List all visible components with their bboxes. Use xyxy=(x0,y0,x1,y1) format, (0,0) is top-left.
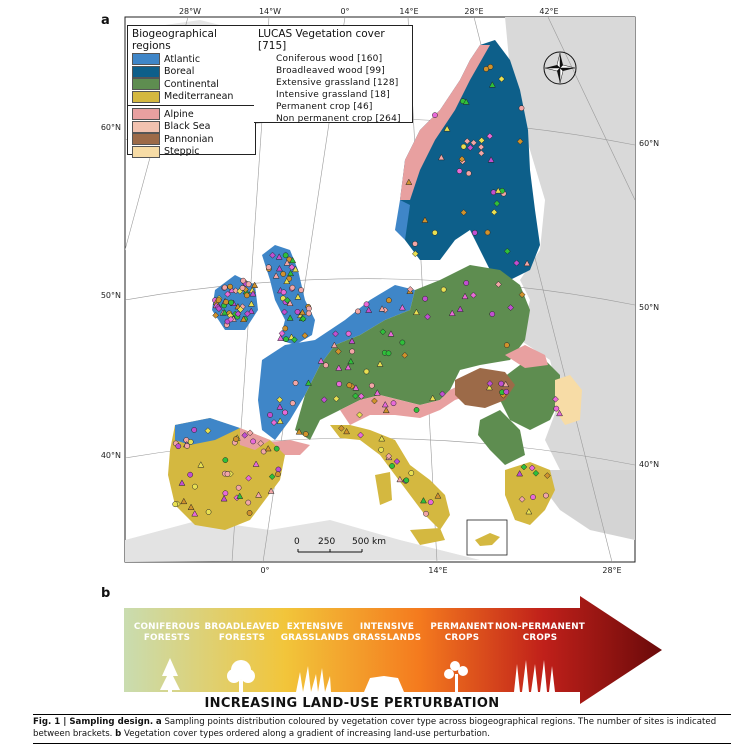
svg-text:14°E: 14°E xyxy=(399,7,419,16)
veg-legend-item: Coniferous wood [160] xyxy=(276,54,383,64)
svg-text:42°E: 42°E xyxy=(539,7,559,16)
svg-text:0°: 0° xyxy=(340,7,350,16)
category-permanent-crops: PERMANENT CROPS xyxy=(430,622,494,643)
svg-text:0°: 0° xyxy=(260,566,270,575)
legend-label: Atlantic xyxy=(164,53,201,65)
legend-label: Black Sea xyxy=(164,121,211,133)
svg-text:60°N: 60°N xyxy=(639,139,660,148)
gradient-axis-label: INCREASING LAND-USE PERTURBATION xyxy=(204,696,500,711)
caption-b-text: Vegetation cover types ordered along a gradient of increasing land-use perturbation. xyxy=(124,729,490,739)
legend-label: Alpine xyxy=(164,108,194,120)
scale-label-500: 500 km xyxy=(352,537,387,547)
caption-a-label: a xyxy=(155,717,162,727)
svg-text:14°E: 14°E xyxy=(428,566,448,575)
veg-legend-item: Intensive grassland [18] xyxy=(276,90,390,100)
svg-text:60°N: 60°N xyxy=(100,123,121,132)
veg-legend-title: LUCAS Vegetation cover [715] xyxy=(258,28,385,52)
category-intensive-grasslands: INTENSIVE GRASSLANDS xyxy=(352,622,422,643)
category-broadleaved-forests: BROADLEAVED FORESTS xyxy=(204,622,280,643)
veg-legend-item: Non permanent crop [264] xyxy=(276,114,401,124)
scale-label-0: 0 xyxy=(294,537,300,547)
legend-label: Boreal xyxy=(164,66,195,78)
veg-legend-item: Permanent crop [46] xyxy=(276,102,373,112)
caption-rule xyxy=(33,714,731,715)
svg-text:40°N: 40°N xyxy=(100,451,121,460)
svg-text:28°E: 28°E xyxy=(464,7,484,16)
category-extensive-grasslands: EXTENSIVE GRASSLANDS xyxy=(280,622,350,643)
category-coniferous-forests: CONIFEROUS FORESTS xyxy=(133,622,201,643)
caption-rule-bottom xyxy=(33,743,731,744)
legend-label: Continental xyxy=(164,78,219,90)
svg-text:28°W: 28°W xyxy=(178,7,202,16)
legend-label: Pannonian xyxy=(164,133,214,145)
caption-b-label: b xyxy=(115,729,122,739)
svg-text:50°N: 50°N xyxy=(100,291,121,300)
svg-text:14°W: 14°W xyxy=(258,7,282,16)
panel-b-label: b xyxy=(101,586,111,601)
panel-a-label: a xyxy=(101,13,110,28)
caption-fig-label: Fig. 1 | Sampling design. xyxy=(33,717,154,727)
svg-text:50°N: 50°N xyxy=(639,303,660,312)
legend-label: Steppic xyxy=(164,146,200,158)
category-non-permanent-crops: NON-PERMANENT CROPS xyxy=(495,622,585,643)
svg-text:28°E: 28°E xyxy=(602,566,622,575)
legend-label: Mediterranean xyxy=(164,91,234,103)
intensive-grass-icon xyxy=(364,676,404,692)
bio-legend-title: Biogeographical regions xyxy=(132,28,217,52)
caption-a-text: Sampling points distribution coloured by vegetation cover type across biogeographical regions. The number of sites is indicated between brackets. xyxy=(33,717,717,739)
figure-caption xyxy=(33,716,731,740)
veg-legend-item: Extensive grassland [128] xyxy=(276,78,399,88)
svg-text:40°N: 40°N xyxy=(639,460,660,469)
scale-label-250: 250 xyxy=(318,537,336,547)
veg-legend-item: Broadleaved wood [99] xyxy=(276,66,386,76)
